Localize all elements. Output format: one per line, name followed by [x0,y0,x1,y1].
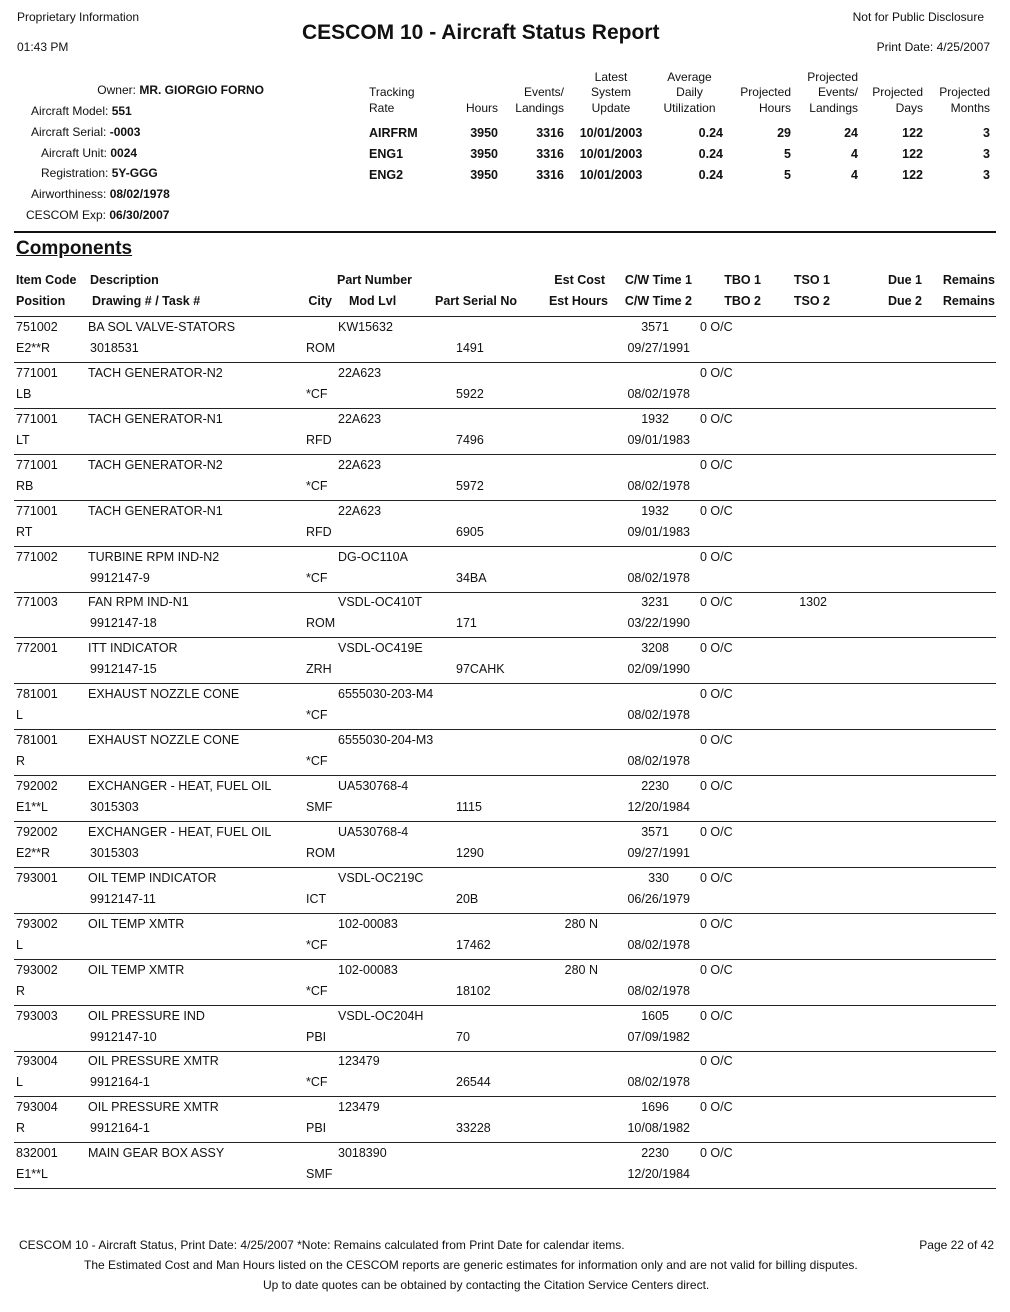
cell-code: 793001 [16,870,58,885]
cell-desc: TURBINE RPM IND-N2 [88,549,220,564]
components-header-divider [14,316,996,317]
cell-code: 772001 [16,641,58,656]
registration-value: 5Y-GGG [111,166,158,180]
components-header-cell: Remains [942,294,995,308]
cell-part: VSDL-OC204H [338,1008,424,1023]
cell-city: *CF [306,937,328,952]
cell-cw2: 08/02/1978 [627,1075,690,1090]
cell-code: 832001 [16,1146,58,1161]
footer-quotes: Up to date quotes can be obtained by contacting the Citation Service Centers direct. [263,1278,710,1292]
cell-serial: 171 [456,616,477,631]
owner-label: Owner: [97,83,136,97]
cell-serial: 97CAHK [456,662,505,677]
cell-serial: 70 [456,1029,470,1044]
components-header-cell: TBO 1 [724,273,761,287]
cell-part: 6555030-203-M4 [338,687,434,702]
cell-draw: 9912164-1 [90,1121,150,1136]
cell-pos: L [16,708,23,723]
cell-serial: 20B [456,891,479,906]
cescom-exp-value: 06/30/2007 [109,208,170,222]
cell-pos: R [16,1121,26,1136]
cell-draw: 9912147-10 [90,1029,157,1044]
tracking-header-cell: Projected [740,85,791,99]
cell-cw1: 1605 [641,1008,669,1023]
tracking-header-cell: Hours [465,101,498,115]
row-divider [14,821,996,822]
tracking-header-cell: Landings [515,101,564,115]
cell-pos: R [16,983,26,998]
cell-serial: 33228 [456,1121,491,1136]
cell-cw1: 3231 [641,595,669,610]
registration-label: Registration: [41,166,109,180]
tracking-header-cell: Projected [939,85,990,99]
cell-tbo1: 0 O/C [700,1054,733,1069]
cell-part: 3018390 [338,1146,387,1161]
tracking-header-cell: Projected [807,70,858,84]
unit-value: 0024 [110,146,138,160]
cell-desc: EXHAUST NOZZLE CONE [88,733,240,748]
cell-code: 771001 [16,503,58,518]
tracking-cell: 3950 [470,168,498,182]
cell-code: 781001 [16,687,58,702]
cell-part: UA530768-4 [338,824,409,839]
cell-code: 793004 [16,1100,58,1115]
cell-city: *CF [306,570,328,585]
cell-part: 22A623 [338,503,382,518]
cell-city: *CF [306,478,328,493]
cell-pos: E2**R [16,845,51,860]
cell-draw: 9912147-11 [90,891,156,906]
row-divider [14,500,996,501]
tracking-cell: 10/01/2003 [579,168,643,182]
cell-pos: E2**R [16,341,51,355]
components-header-cell: Position [16,294,66,308]
serial-row [31,125,140,139]
cell-draw: 9912147-15 [90,662,157,677]
tracking-cell: 29 [777,126,791,140]
cell-cw2: 08/02/1978 [627,983,690,998]
tracking-header-cell: Hours [758,101,791,115]
components-header-cell: TSO 2 [793,294,830,308]
cell-tbo1: 0 O/C [700,549,733,564]
components-header-cell: Item Code [16,273,77,287]
tracking-cell: ENG2 [369,168,404,182]
row-divider [14,913,996,914]
cell-cw1: 2230 [641,1146,669,1161]
cell-cw1: 1932 [641,503,669,518]
tracking-header-cell: Days [895,101,923,115]
cescom-exp-row [26,208,169,222]
tracking-cell: 122 [902,168,923,182]
cell-cw2: 09/27/1991 [627,845,690,860]
cell-pos: R [16,754,26,769]
row-divider [14,775,996,776]
row-divider [14,1188,996,1189]
row-divider [14,454,996,455]
proprietary-label: Proprietary Information [17,10,140,24]
cell-city: PBI [306,1121,327,1136]
cell-part: KW15632 [338,320,393,334]
cell-tbo1: 0 O/C [700,779,733,793]
page-title: CESCOM 10 - Aircraft Status Report [302,21,660,44]
tracking-cell: 4 [851,147,858,161]
cell-cw1: 330 [648,870,669,885]
tracking-cell: 0.24 [698,147,723,161]
row-divider [14,959,996,960]
cell-tbo1: 0 O/C [700,687,733,702]
cell-city: RFD [306,524,332,539]
cell-tbo1: 0 O/C [700,870,733,885]
cell-part: 102-00083 [338,962,398,977]
cell-cw2: 10/08/1982 [627,1121,690,1136]
tracking-header-cell: Rate [369,101,395,115]
cell-serial: 1290 [456,845,484,860]
row-divider [14,1005,996,1006]
cell-pos: E1**L [16,800,48,814]
cell-tbo1: 0 O/C [700,733,733,748]
cell-cw2: 09/27/1991 [627,341,690,355]
cell-cw2: 09/01/1983 [627,432,690,447]
components-header-cell: Est Hours [548,294,608,308]
footer-disclaimer: The Estimated Cost and Man Hours listed on the CESCOM reports are generic estimates for information only and are not valid for billing disputes. [84,1258,858,1272]
tracking-cell: 3 [983,147,990,161]
cell-draw: 9912164-1 [90,1075,150,1090]
page-number: Page 22 of 42 [919,1238,994,1252]
components-header-cell: Part Number [337,273,413,287]
components-header-cell: Due 2 [887,294,922,308]
cell-cw2: 07/09/1982 [627,1029,690,1044]
cell-code: 792002 [16,779,58,793]
cell-cw2: 08/02/1978 [627,708,690,723]
cell-desc: OIL TEMP INDICATOR [88,870,217,885]
tracking-header-cell: Update [591,101,631,115]
cell-desc: EXHAUST NOZZLE CONE [88,687,240,702]
cell-city: ICT [306,891,327,906]
components-header-cell: C/W Time 2 [624,294,692,308]
cell-desc: TACH GENERATOR-N2 [88,457,223,472]
header-divider [14,231,996,233]
cell-tbo1: 0 O/C [700,457,733,472]
components-header-cell: Due 1 [887,273,922,287]
cell-tbo1: 0 O/C [700,824,733,839]
owner-row [97,83,264,97]
cell-code: 771001 [16,365,58,380]
cell-cw1: 1696 [641,1100,669,1115]
cell-draw: 3015303 [90,800,139,814]
cell-part: 102-00083 [338,916,398,931]
cell-city: ROM [306,341,336,355]
tracking-cell: 5 [784,168,791,182]
cell-city: PBI [306,1029,327,1044]
cell-cw2: 06/26/1979 [627,891,690,906]
cell-serial: 26544 [456,1075,491,1090]
components-header-cell: Drawing # / Task # [92,294,201,308]
tracking-cell: 122 [902,147,923,161]
tracking-cell: 5 [784,147,791,161]
cell-cw2: 02/09/1990 [627,662,690,677]
cell-serial: 7496 [456,432,484,447]
row-divider [14,637,996,638]
cell-pos: E1**L [16,1167,48,1182]
cell-code: 771002 [16,549,58,564]
cell-cost: 280 N [564,962,598,977]
cell-code: 793002 [16,916,58,931]
cell-cw1: 3208 [641,641,669,656]
cell-city: *CF [306,754,328,769]
cell-tbo1: 0 O/C [700,962,733,977]
cell-city: SMF [306,800,333,814]
cell-desc: MAIN GEAR BOX ASSY [88,1146,225,1161]
tracking-cell: 0.24 [698,168,723,182]
cell-code: 771003 [16,595,58,610]
row-divider [14,408,996,409]
cell-desc: OIL TEMP XMTR [88,916,185,931]
cell-part: 123479 [338,1100,380,1115]
cell-tbo1: 0 O/C [700,503,733,518]
cell-tbo1: 0 O/C [700,365,733,380]
components-header-cell: Est Cost [554,273,605,287]
cell-city: ROM [306,845,336,860]
not-public-label: Not for Public Disclosure [852,10,984,24]
components-header-cell: Part Serial No [435,294,517,308]
cell-cw2: 12/20/1984 [627,1167,690,1182]
cell-cw2: 09/01/1983 [627,524,690,539]
cell-city: RFD [306,432,332,447]
cell-code: 793003 [16,1008,58,1023]
tracking-header-cell: Daily [676,85,703,99]
tracking-cell: 10/01/2003 [579,147,643,161]
cell-cw2: 08/02/1978 [627,478,690,493]
cell-city: ROM [306,616,336,631]
tracking-cell: ENG1 [369,147,404,161]
cell-serial: 17462 [456,937,491,952]
components-title: Components [16,238,133,259]
cell-tbo1: 0 O/C [700,1146,733,1161]
cell-part: VSDL-OC419E [338,641,423,656]
cell-tbo1: 0 O/C [700,595,733,610]
serial-label: Aircraft Serial: [31,125,107,139]
cell-part: VSDL-OC410T [338,595,423,610]
cell-desc: ITT INDICATOR [88,641,178,656]
tracking-header-cell: Landings [809,101,858,115]
tracking-header-cell: Events/ [817,85,858,99]
cell-cw1: 2230 [641,779,669,793]
airworthiness-row [31,187,170,201]
cell-draw: 9912147-9 [90,570,150,585]
components-header-cell: City [308,294,332,308]
cescom-exp-label: CESCOM Exp: [26,208,107,222]
tracking-header-cell: System [590,85,631,99]
tracking-cell: AIRFRM [369,126,418,140]
cell-city: ZRH [306,662,332,677]
tracking-cell: 4 [851,168,858,182]
tracking-header-cell: Latest [594,70,628,84]
model-row [31,104,132,118]
cell-serial: 18102 [456,983,491,998]
cell-cw1: 3571 [641,320,669,334]
components-header-cell: Description [90,273,159,287]
cell-draw: 3018531 [90,341,139,355]
cell-serial: 6905 [456,524,484,539]
cell-tbo1: 0 O/C [700,320,733,334]
cell-code: 751002 [16,320,58,334]
cell-tbo1: 0 O/C [700,641,733,656]
cell-cw1: 1932 [641,411,669,426]
cell-cw1: 3571 [641,824,669,839]
cell-desc: TACH GENERATOR-N1 [88,503,223,518]
cell-city: *CF [306,386,328,401]
components-header-cell: Mod Lvl [349,294,397,308]
cell-part: 123479 [338,1054,380,1069]
tracking-cell: 24 [844,126,858,140]
row-divider [14,867,996,868]
cell-serial: 1491 [456,341,484,355]
report-time: 01:43 PM [17,40,69,54]
cell-desc: TACH GENERATOR-N2 [88,365,223,380]
cell-part: UA530768-4 [338,779,409,793]
tracking-cell: 3316 [536,126,564,140]
cell-desc: OIL PRESSURE IND [88,1008,205,1023]
cell-cw2: 08/02/1978 [627,570,690,585]
cell-draw: 9912147-18 [90,616,157,631]
cell-tbo1: 0 O/C [700,1100,733,1115]
row-divider [14,1051,996,1052]
cell-part: VSDL-OC219C [338,870,424,885]
cell-serial: 1115 [456,800,482,814]
cell-cw2: 08/02/1978 [627,937,690,952]
cell-part: 6555030-204-M3 [338,733,434,748]
tracking-cell: 3950 [470,126,498,140]
airworthiness-label: Airworthiness: [31,187,107,201]
cell-cw2: 12/20/1984 [627,800,690,814]
cell-desc: OIL PRESSURE XMTR [88,1100,219,1115]
cell-tbo1: 0 O/C [700,1008,733,1023]
tracking-header-cell: Average [667,70,712,84]
cell-pos: LB [16,386,32,401]
cell-part: 22A623 [338,365,382,380]
cell-tbo1: 0 O/C [700,411,733,426]
cell-desc: TACH GENERATOR-N1 [88,411,223,426]
cell-code: 793004 [16,1054,58,1069]
tracking-header-cell: Utilization [663,101,716,115]
tracking-cell: 10/01/2003 [579,126,643,140]
components-header-cell: Remains [942,273,995,287]
cell-code: 771001 [16,411,58,426]
tracking-cell: 0.24 [698,126,723,140]
cell-tbo1: 0 O/C [700,916,733,931]
cell-code: 793002 [16,962,58,977]
cell-cw2: 08/02/1978 [627,386,690,401]
cell-desc: BA SOL VALVE-STATORS [88,320,236,334]
cell-cost: 280 N [564,916,598,931]
tracking-cell: 3 [983,126,990,140]
footer-note: CESCOM 10 - Aircraft Status, Print Date: 4/25/2007 *Note: Remains calculated from Print Date for calendar items. [19,1238,625,1252]
cell-tso1: 1302 [799,595,827,610]
unit-row [41,146,137,160]
owner-value: MR. GIORGIO FORNO [139,83,264,97]
print-date: Print Date: 4/25/2007 [876,40,990,54]
cell-city: SMF [306,1167,333,1182]
tracking-cell: 122 [902,126,923,140]
model-label: Aircraft Model: [31,104,109,118]
cell-part: 22A623 [338,411,382,426]
cell-desc: EXCHANGER - HEAT, FUEL OIL [88,779,272,793]
serial-value: -0003 [109,125,141,139]
tracking-cell: 3950 [470,147,498,161]
tracking-header-cell: Tracking [369,85,415,99]
cell-pos: L [16,1075,23,1090]
cell-pos: RT [16,524,33,539]
row-divider [14,729,996,730]
components-header-cell: C/W Time 1 [624,273,692,287]
tracking-header-cell: Months [950,101,990,115]
cell-code: 771001 [16,457,58,472]
cell-part: DG-OC110A [338,549,408,564]
tracking-cell: 3 [983,168,990,182]
cell-serial: 5972 [456,478,484,493]
cell-code: 781001 [16,733,58,748]
row-divider [14,592,996,593]
unit-label: Aircraft Unit: [41,146,108,160]
cell-serial: 5922 [456,386,484,401]
row-divider [14,362,996,363]
row-divider [14,546,996,547]
row-divider [14,683,996,684]
tracking-header-cell: Events/ [523,85,564,99]
cell-pos: L [16,937,23,952]
cell-cw2: 08/02/1978 [627,754,690,769]
cell-cw2: 03/22/1990 [627,616,690,631]
cell-part: 22A623 [338,457,382,472]
components-header-cell: TBO 2 [724,294,761,308]
tracking-header-cell: Projected [872,85,923,99]
airworthiness-value: 08/02/1978 [109,187,170,201]
cell-desc: OIL TEMP XMTR [88,962,185,977]
cell-desc: EXCHANGER - HEAT, FUEL OIL [88,824,272,839]
tracking-cell: 3316 [536,147,564,161]
cell-desc: OIL PRESSURE XMTR [88,1054,219,1069]
registration-row [41,166,158,180]
row-divider [14,1096,996,1097]
row-divider [14,1142,996,1143]
components-header-cell: TSO 1 [793,273,830,287]
model-value: 551 [111,104,132,118]
cell-city: *CF [306,708,328,723]
cell-draw: 3015303 [90,845,139,860]
cell-city: *CF [306,983,328,998]
cell-pos: RB [16,478,34,493]
cell-desc: FAN RPM IND-N1 [88,595,189,610]
cell-serial: 34BA [456,570,487,585]
cell-pos: LT [16,432,30,447]
tracking-cell: 3316 [536,168,564,182]
cell-code: 792002 [16,824,58,839]
cell-city: *CF [306,1075,328,1090]
